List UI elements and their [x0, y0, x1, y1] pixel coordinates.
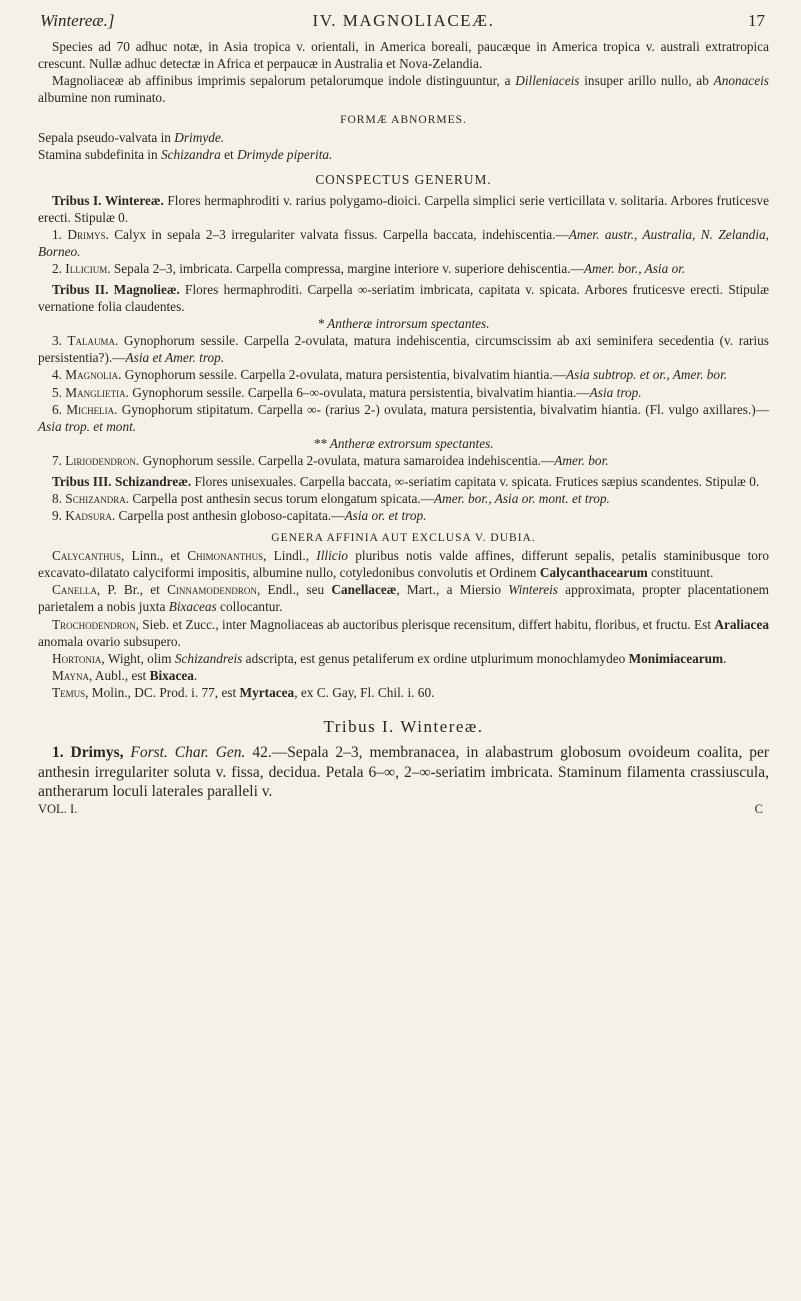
header-section-title: Wintereæ.]	[40, 11, 115, 30]
genus-drimys-entry: 1. Drimys. Calyx in sepala 2–3 irregulariter valvata fissus. Carpella baccata, indehiscentia.—Amer. austr., Australia, N. Zelandia, Borneo.	[38, 226, 769, 259]
tribus-heading: Tribus I. Wintereæ.	[323, 717, 484, 736]
signature-mark: C	[754, 801, 763, 816]
genus-talauma-entry: 3. Talauma. Gynophorum sessile. Carpella 2-ovulata, matura indehiscentia, circumscissim ab axi seminifera secedentia (v. rarius persistentia?).—Asia et Amer. trop.	[38, 333, 769, 366]
conspectus-heading: CONSPECTUS GENERUM.	[315, 171, 492, 187]
genus-liriodendron-entry: 7. Liriodendron. Gynophorum sessile. Carpella 2-ovulata, matura samaroidea indehiscentia.—Amer. bor.	[52, 452, 609, 468]
affinia-calycanthus: Calycanthus, Linn., et Chimonanthus, Lindl., Illicio pluribus notis valde affines, differunt sepalis, petalis staminibusque toro excavato-dilatato calyciformi impositis, albumine nullo, cotyledonibus convolutis et Ordinem Calycanthacearum constituunt.	[38, 548, 770, 581]
formae-line-2: Stamina subdefinita in Schizandra et Drimyde piperita.	[38, 147, 333, 163]
affinia-hortonia: Hortonia, Wight, olim Schizandreis adscripta, est genus petaliferum ex ordine utplurimum monochlamydeo Monimiacearum.	[52, 650, 727, 666]
intro-paragraph: Species ad 70 adhuc notæ, in Asia tropica v. orientali, in America boreali, paucæque in America tropica v. australi extratropica crescunt. Nullæ adhuc detectæ in Africa et perpaucæ in Australia et Nova-Zelandia.	[38, 39, 769, 72]
page-number: 17	[748, 11, 765, 30]
genus-illicium-entry: 2. Illicium. Sepala 2–3, imbricata. Carpella compressa, margine interiore v. superiore dehiscentia.—Amer. bor., Asia or.	[52, 260, 686, 276]
running-header	[38, 8, 769, 38]
subheading-introrse: * Antheræ introrsum spectantes.	[317, 316, 490, 332]
genus-michelia-entry: 6. Michelia. Gynophorum stipitatum. Carpella ∞- (rarius 2-) ovulata, matura persistentia, bivalvatim hiantia. (Fl. vulgo axillares.)—Asia trop. et mont.	[38, 401, 769, 434]
formae-line-1: Sepala pseudo-valvata in Drimyde.	[38, 130, 225, 146]
affinia-trochodendron: Trochodendron, Sieb. et Zucc., inter Magnoliaceas ab auctoribus plerisque recensitum, differt habitu, floribus, et fructu. Est Araliacea anomala ovario subsupero.	[38, 616, 770, 649]
genus-magnolia-entry: 4. Magnolia. Gynophorum sessile. Carpella 2-ovulata, matura persistentia, bivalvatim hiantia.—Asia subtrop. et or., Amer. bor.	[52, 367, 728, 383]
subheading-extrorse: ** Antheræ extrorsum spectantes.	[313, 435, 494, 451]
genus-manglietia-entry: 5. Manglietia. Gynophorum sessile. Carpella 6–∞-ovulata, matura persistentia, bivalvatim hiantia.—Asia trop.	[52, 384, 642, 400]
affinia-temus: Temus, Molin., DC. Prod. i. 77, est Myrtacea, ex C. Gay, Fl. Chil. i. 60.	[52, 684, 435, 700]
header-chapter-title: IV. MAGNOLIACEÆ.	[312, 11, 495, 30]
page-footer	[38, 802, 769, 817]
formae-heading: FORMÆ ABNORMES.	[340, 114, 467, 127]
tribus-3-summary: Tribus III. Schizandreæ. Flores unisexuales. Carpella baccata, ∞-seriatim capitata v. spicata. Frutices sæpius scandentes. Stipulæ 0.	[52, 473, 760, 489]
affinia-heading: GENERA AFFINIA AUT EXCLUSA V. DUBIA.	[271, 532, 536, 545]
affinity-paragraph: Magnoliaceæ ab affinibus imprimis sepalorum petalorumque indole distinguuntur, a Dilleniaceis insuper arillo nullo, ab Anonaceis albumine non ruminato.	[38, 73, 769, 106]
tribus-1-summary: Tribus I. Wintereæ. Flores hermaphroditi v. rarius polygamo-dioici. Carpella simplici serie verticillata v. solitaria. Arbores fruticesve erecti. Stipulæ 0.	[38, 192, 769, 225]
genus-schizandra-entry: 8. Schizandra. Carpella post anthesin secus torum elongatum spicata.—Amer. bor., Asia or. mont. et trop.	[52, 490, 610, 506]
volume-label: VOL. I.	[38, 801, 78, 816]
affinia-canella: Canella, P. Br., et Cinnamodendron, Endl., seu Canellaceæ, Mart., a Miersio Wintereis approximata, propter placentationem parietalem a nobis juxta Bixaceas collocantur.	[38, 582, 769, 615]
genus-drimys-description: 1. Drimys, Forst. Char. Gen. 42.—Sepala 2–3, membranacea, in alabastrum globosum ovoideum coalita, per anthesin irregulariter soluta v. fissa, decidua. Petala 6–∞, 2–∞-seriatim imbricata. Staminum filamenta crassiuscula, antherarum loculi laterales paralleli v.	[38, 744, 769, 800]
tribus-2-summary: Tribus II. Magnolieæ. Flores hermaphroditi. Carpella ∞-seriatim imbricata, capitata v. spicata. Arbores fruticesve erecti. Stipulæ vernatione folia claudentes.	[38, 282, 769, 315]
affinia-mayna: Mayna, Aubl., est Bixacea.	[52, 667, 198, 683]
genus-kadsura-entry: 9. Kadsura. Carpella post anthesin globoso-capitata.—Asia or. et trop.	[52, 508, 427, 524]
